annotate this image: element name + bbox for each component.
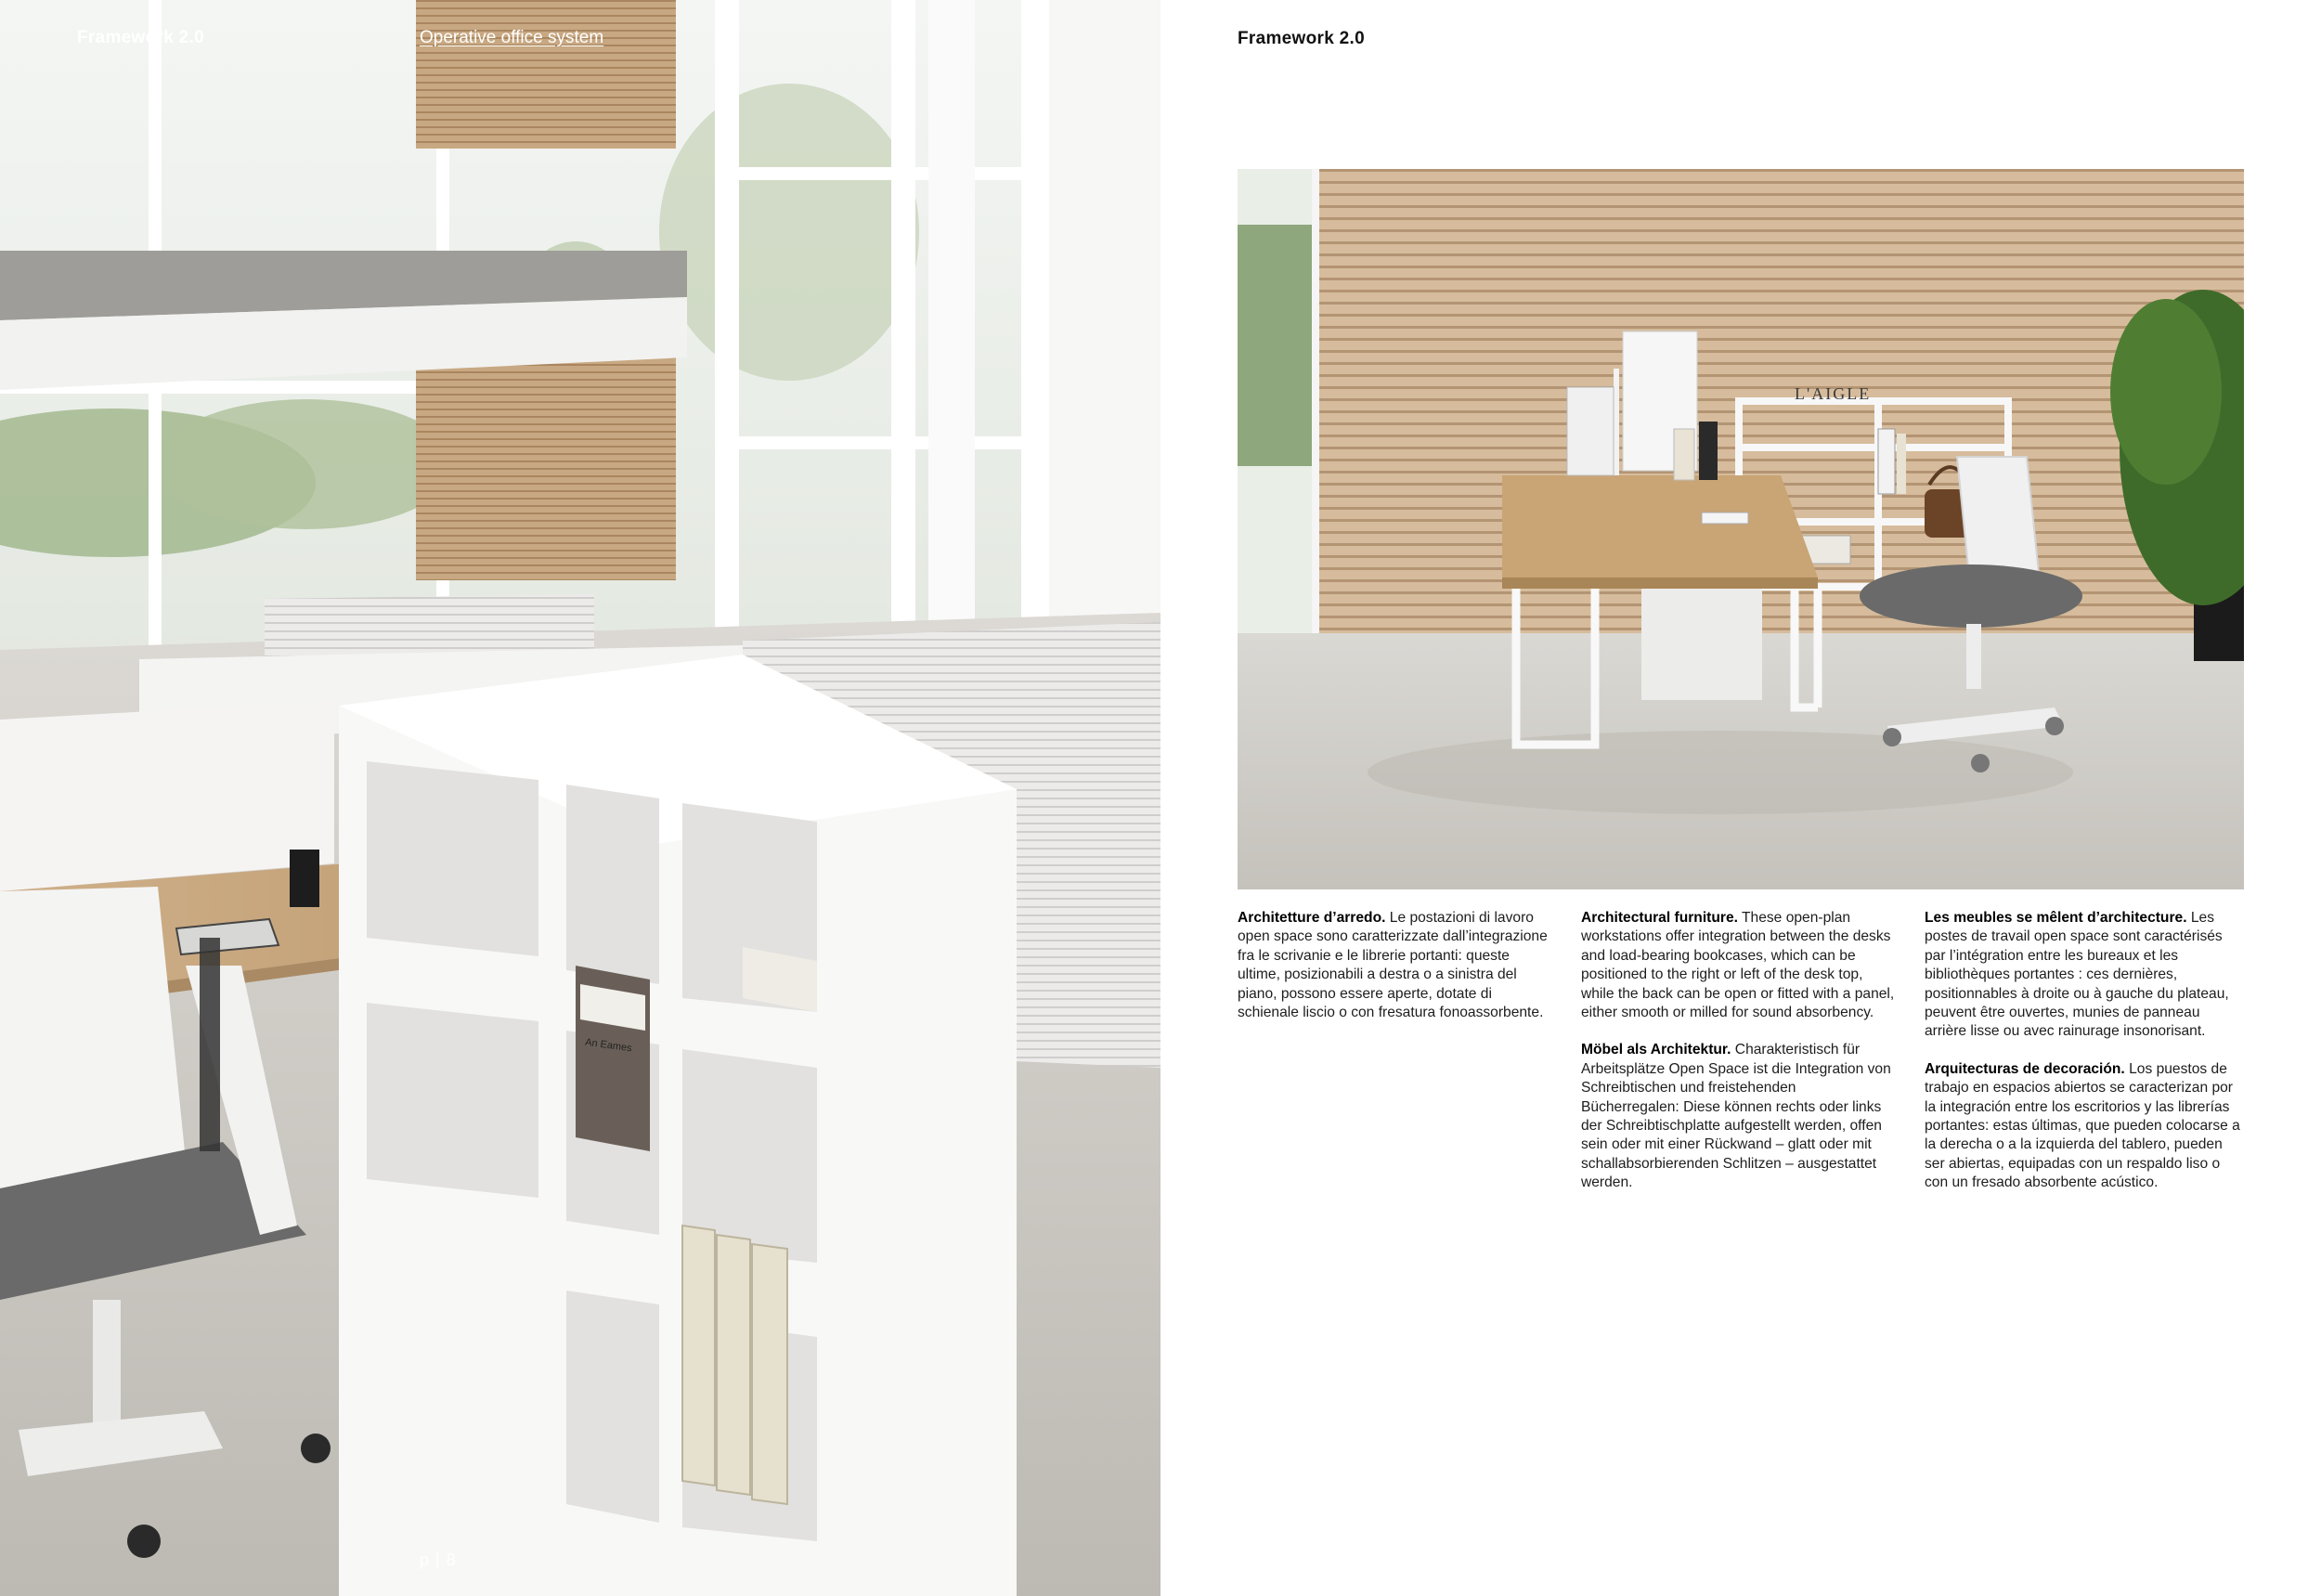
body-en: These open-plan workstations offer integration between the desks and load-bearing bookcases, which can be positioned to the right or left of the desk top, while the back can be open or fitted with a panel, either smooth or milled for sound absorbency.	[1581, 910, 1895, 1021]
paragraph-de	[1581, 1041, 1897, 1192]
heading-es: Arquitecturas de decoración.	[1925, 1060, 2125, 1077]
text-column-french-spanish	[1925, 909, 2240, 1212]
paragraph-fr	[1925, 909, 2240, 1042]
right-page	[1160, 0, 2321, 1596]
body-de: Charakteristisch für Arbeitsplätze Open Space ist die Integration von Schreibtischen und freistehenden Bücherregalen: Diese können rechts oder links der Schreibtischplatte aufgestellt werden, offen sein oder mit einer Rückwand – glatt oder mit schallabsorbierenden Schlitzen – ausgestattet werden.	[1581, 1042, 1891, 1191]
paragraph-it	[1238, 909, 1553, 1022]
book-spine-label: An Eames	[584, 1036, 633, 1055]
left-page-photo	[0, 0, 1160, 1596]
heading-fr: Les meubles se mêlent d’architecture.	[1925, 910, 2187, 926]
paragraph-es	[1925, 1060, 2240, 1193]
running-header-brand-right: Framework 2.0	[1238, 29, 1365, 48]
heading-en: Architectural furniture.	[1581, 910, 1738, 926]
text-column-italian	[1238, 909, 1553, 1041]
body-it: Le postazioni di lavoro open space sono caratterizzate dall’integrazione fra le scrivanie e le librerie portanti: queste ultime, posizionabili a destra o a sinistra del piano, possono essere aperte, dotate di schienale liscio o con fresatura fonoassorbente.	[1238, 910, 1548, 1021]
heading-it: Architetture d’arredo.	[1238, 910, 1386, 926]
heading-de: Möbel als Architektur.	[1581, 1042, 1731, 1058]
workstation-illustration	[1238, 169, 2244, 889]
running-header-brand: Framework 2.0	[77, 28, 204, 47]
page-number: p | 8	[420, 1551, 457, 1569]
office-scene-illustration	[0, 0, 1160, 1596]
shelf-book-label: L'AIGLE	[1795, 384, 1872, 403]
text-column-english-german	[1581, 909, 1897, 1212]
body-fr: Les postes de travail open space sont caractérisés par l’intégration entre les bureaux et les bibliothèques portantes : ces dernières, positionnables à droite ou à gauche du plateau, peuvent être ouvertes, munies de panneau arrière lisse ou avec rainurage insonorisant.	[1925, 910, 2229, 1040]
body-es: Los puestos de trabajo en espacios abiertos se caracterizan por la integración entre los escritorios y las librerías portantes: estas últimas, que pueden colocarse a la derecha o a la izquierda del tablero, pueden ser abiertas, equipadas con un respaldo liso o con un fresado absorbente acústico.	[1925, 1060, 2240, 1191]
section-title-link[interactable]: Operative office system	[420, 28, 604, 47]
product-photo-workstation	[1238, 169, 2244, 889]
paragraph-en	[1581, 909, 1897, 1022]
